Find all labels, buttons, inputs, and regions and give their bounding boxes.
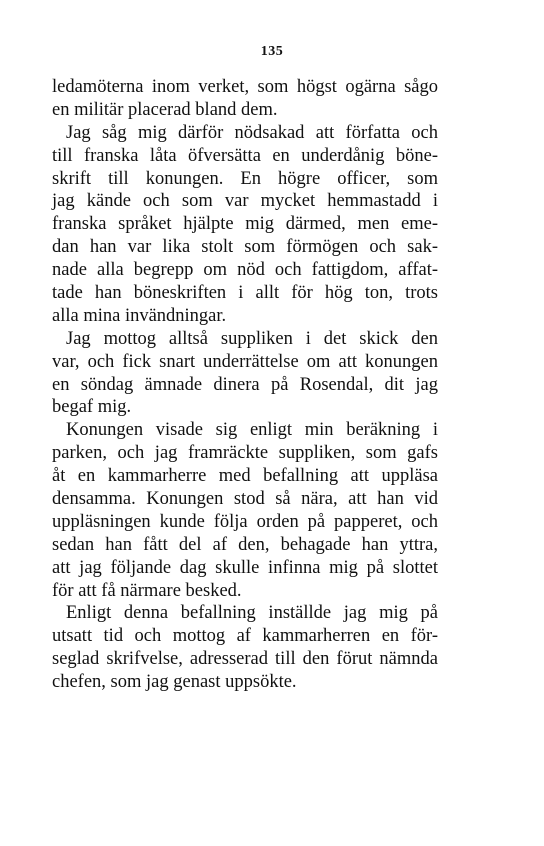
text-line: sedan han fått del af den, behagade han yttra, [52, 534, 438, 555]
text-line: parken, och jag framräckte suppliken, som gafs [52, 443, 438, 464]
text-line: ledamöterna inom verket, som högst ogärna sågo [52, 77, 438, 97]
text-line: dan han var lika stolt som förmögen och sak- [52, 237, 438, 258]
text-line: till franska låta öfversätta en underdånig böne- [52, 145, 438, 166]
text-line: chefen, som jag genast uppsökte. [52, 672, 297, 693]
text-line: utsatt tid och mottog af kammarherren en för- [52, 626, 438, 647]
text-line: Jag mottog alltså suppliken i det skick den [66, 328, 438, 349]
text-line: var, och fick snart underrättelse om att konungen [52, 351, 438, 372]
text-line: tade han böneskriften i allt för hög ton, trots [52, 283, 438, 304]
text-line: jag kände och som var mycket hemmastadd i [52, 191, 438, 212]
text-line: Konungen visade sig enligt min beräkning i [66, 420, 438, 441]
paragraph [52, 602, 438, 694]
text-line: Enligt denna befallning inställde jag mig på [66, 603, 438, 624]
paragraph [52, 76, 438, 122]
text-line: en söndag ämnade dinera på Rosendal, dit jag [52, 374, 438, 395]
page-number: 135 [260, 44, 284, 59]
text-line: densamma. Konungen stod så nära, att han vid [52, 489, 438, 510]
text-line: en militär placerad bland dem. [52, 99, 278, 120]
text-line: franska språket hjälpte mig därmed, men eme- [52, 214, 438, 235]
text-line: nade alla begrepp om nöd och fattigdom, affat- [52, 260, 438, 281]
paragraph [52, 419, 438, 602]
text-line: skrift till konungen. En högre officer, som [52, 168, 438, 189]
text-line: begaf mig. [52, 397, 132, 418]
text-line: uppläsningen kunde följa orden på papperet, och [52, 511, 438, 532]
text-line: seglad skrifvelse, adresserad till den förut nämnda [52, 649, 438, 670]
text-line: åt en kammarherre med befallning att uppläsa [52, 466, 438, 487]
paragraph [52, 122, 438, 328]
body-text [52, 76, 438, 694]
text-line: att jag följande dag skulle infinna mig på slottet [52, 557, 438, 578]
paragraph [52, 328, 438, 420]
text-line: Jag såg mig därför nödsakad att författa och [66, 122, 438, 143]
text-line: alla mina invändningar. [52, 305, 227, 326]
text-line: för att få närmare besked. [52, 580, 242, 601]
